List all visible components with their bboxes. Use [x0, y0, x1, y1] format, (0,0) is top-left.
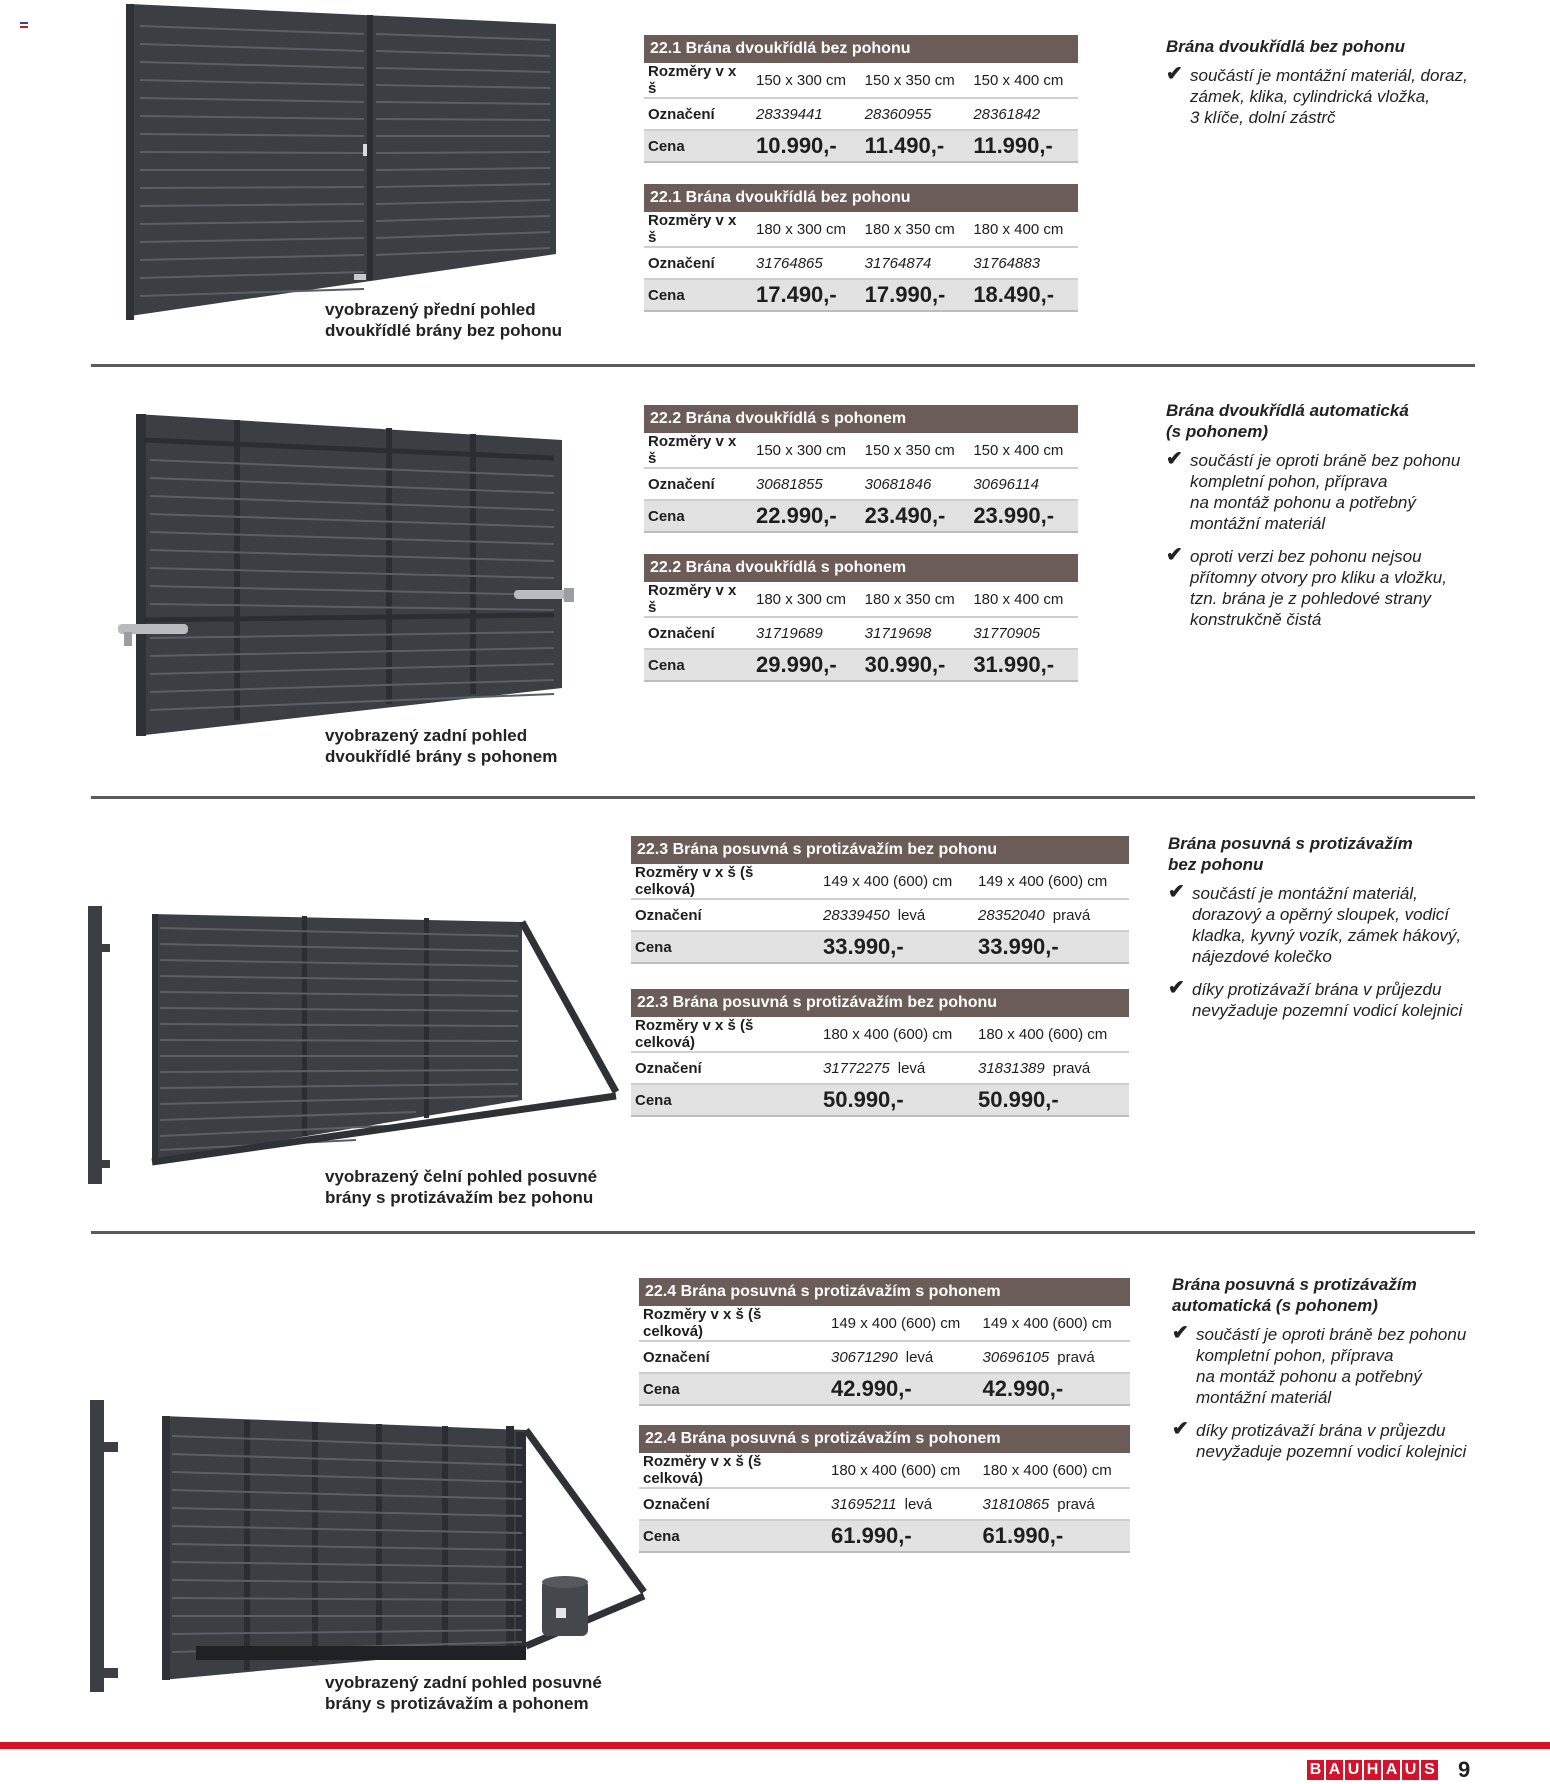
price-table-22-4a [639, 1278, 1130, 1406]
section-divider [91, 1231, 1475, 1234]
dim-cell: 150 x 400 cm [969, 63, 1078, 98]
code-cell: 31719698 [861, 617, 970, 649]
feature-bullet: ✔ oproti verzi bez pohonu nejsou přítomny otvory pro kliku a vložku, tzn. brána je z pohledové strany konstrukčně čistá [1166, 544, 1447, 629]
dim-label: Rozměry v x š (š celková) [639, 1453, 827, 1488]
section2-caption: vyobrazený zadní pohled dvoukřídlé brány s pohonem [325, 726, 558, 766]
code-cell: 28360955 [861, 98, 970, 130]
logo-letter: B [1307, 1760, 1324, 1780]
price-cell: 17.990,- [861, 279, 970, 311]
checkmark-icon: ✔ [1166, 544, 1183, 566]
dim-label: Rozměry v x š [644, 582, 752, 617]
section-divider [91, 796, 1475, 799]
code-cell: 30696114 [969, 468, 1078, 500]
table-title: 22.4 Brána posuvná s protizávažím s pohonem [639, 1278, 1130, 1306]
checkmark-icon: ✔ [1168, 881, 1185, 903]
checkmark-icon: ✔ [1168, 977, 1185, 999]
feature-bullet: ✔ součástí je montážní materiál, dorazový a opěrný sloupek, vodicí kladka, kyvný vozík, zámek hákový, nájezdové kolečko [1168, 881, 1462, 966]
section3-description [1168, 833, 1508, 1033]
code-label: Označení [631, 1052, 819, 1084]
section4-caption: vyobrazený zadní pohled posuvné brány s protizávažím a pohonem [325, 1673, 602, 1713]
dim-cell: 180 x 400 cm [969, 582, 1078, 617]
dim-cell: 180 x 350 cm [861, 212, 970, 247]
table-title: 22.3 Brána posuvná s protizávažím bez pohonu [631, 836, 1129, 864]
code-cell: 31831389 pravá [974, 1052, 1129, 1084]
gate-image-swing-front [126, 4, 561, 320]
code-cell: 28339441 [752, 98, 861, 130]
feature-bullet: ✔ součástí je oproti bráně bez pohonu kompletní pohon, příprava na montáž pohonu a potřebný montážní materiál [1166, 448, 1461, 533]
description-title: Brána posuvná s protizávažím bez pohonu [1168, 834, 1413, 874]
price-cell: 29.990,- [752, 649, 861, 681]
dim-label: Rozměry v x š (š celková) [631, 1017, 819, 1052]
dim-cell: 180 x 300 cm [752, 212, 861, 247]
code-cell: 31764874 [861, 247, 970, 279]
price-cell: 18.490,- [969, 279, 1078, 311]
price-cell: 50.990,- [974, 1084, 1129, 1116]
code-cell: 31810865 pravá [979, 1488, 1131, 1520]
description-title: Brána posuvná s protizávažím automatická (s pohonem) [1172, 1275, 1417, 1315]
code-cell: 28339450 levá [819, 899, 974, 931]
logo-letter: A [1326, 1760, 1343, 1780]
price-table-22-1a [644, 35, 1078, 163]
checkmark-icon: ✔ [1166, 63, 1183, 85]
dim-cell: 180 x 350 cm [861, 582, 970, 617]
dim-cell: 150 x 300 cm [752, 433, 861, 468]
description-title: Brána dvoukřídlá automatická (s pohonem) [1166, 401, 1409, 441]
code-cell: 31772275 levá [819, 1052, 974, 1084]
dim-cell: 180 x 400 (600) cm [819, 1017, 974, 1052]
gate-image-swing-back [114, 410, 584, 740]
price-cell: 42.990,- [827, 1373, 979, 1405]
code-label: Označení [644, 247, 752, 279]
dim-cell: 149 x 400 (600) cm [819, 864, 974, 899]
price-cell: 50.990,- [819, 1084, 974, 1116]
dim-cell: 180 x 400 (600) cm [974, 1017, 1129, 1052]
price-table-22-2b [644, 554, 1078, 682]
price-cell: 61.990,- [827, 1520, 979, 1552]
code-label: Označení [639, 1341, 827, 1373]
price-cell: 11.490,- [861, 130, 970, 162]
price-cell: 31.990,- [969, 649, 1078, 681]
price-cell: 42.990,- [979, 1373, 1131, 1405]
code-label: Označení [639, 1488, 827, 1520]
dim-cell: 150 x 350 cm [861, 433, 970, 468]
checkmark-icon: ✔ [1172, 1418, 1189, 1440]
price-label: Cena [631, 931, 819, 963]
price-table-22-3a [631, 836, 1129, 964]
table-title: 22.3 Brána posuvná s protizávažím bez pohonu [631, 989, 1129, 1017]
logo-letter: U [1345, 1760, 1362, 1780]
price-label: Cena [644, 649, 752, 681]
logo-letter: H [1364, 1760, 1381, 1780]
table-title: 22.2 Brána dvoukřídlá s pohonem [644, 405, 1078, 433]
dim-cell: 180 x 400 (600) cm [979, 1453, 1131, 1488]
code-cell: 30681846 [861, 468, 970, 500]
dim-label: Rozměry v x š [644, 433, 752, 468]
price-label: Cena [631, 1084, 819, 1116]
price-cell: 30.990,- [861, 649, 970, 681]
price-table-22-2a [644, 405, 1078, 533]
dim-cell: 150 x 300 cm [752, 63, 861, 98]
footer-red-bar [0, 1742, 1550, 1749]
feature-bullet: ✔ součástí je oproti bráně bez pohonu kompletní pohon, příprava na montáž pohonu a potřebný montážní materiál [1172, 1322, 1467, 1407]
table-title: 22.1 Brána dvoukřídlá bez pohonu [644, 35, 1078, 63]
price-cell: 61.990,- [979, 1520, 1131, 1552]
price-cell: 23.990,- [969, 500, 1078, 532]
price-table-22-1b [644, 184, 1078, 312]
gate-image-sliding-back [86, 1396, 656, 1696]
code-cell: 31764883 [969, 247, 1078, 279]
price-cell: 11.990,- [969, 130, 1078, 162]
logo-letter: A [1383, 1760, 1400, 1780]
section1-caption: vyobrazený přední pohled dvoukřídlé brány bez pohonu [325, 300, 563, 340]
price-cell: 33.990,- [974, 931, 1129, 963]
description-title: Brána dvoukřídlá bez pohonu [1166, 37, 1405, 56]
price-table-22-4b [639, 1425, 1130, 1553]
code-cell: 30681855 [752, 468, 861, 500]
dim-label: Rozměry v x š [644, 212, 752, 247]
code-cell: 31695211 levá [827, 1488, 979, 1520]
feature-bullet: ✔ díky protizávaží brána v průjezdu nevyžaduje pozemní vodicí kolejnici [1168, 977, 1463, 1020]
code-cell: 31719689 [752, 617, 861, 649]
code-cell: 30696105 pravá [979, 1341, 1131, 1373]
section3-caption: vyobrazený čelní pohled posuvné brány s protizávažím bez pohonu [325, 1167, 598, 1207]
price-label: Cena [644, 130, 752, 162]
price-label: Cena [644, 500, 752, 532]
dim-cell: 149 x 400 (600) cm [827, 1306, 979, 1341]
price-table-22-3b [631, 989, 1129, 1117]
table-title: 22.4 Brána posuvná s protizávažím s pohonem [639, 1425, 1130, 1453]
dim-cell: 150 x 350 cm [861, 63, 970, 98]
checkmark-icon: ✔ [1166, 448, 1183, 470]
logo-letter: U [1402, 1760, 1419, 1780]
dim-label: Rozměry v x š [644, 63, 752, 98]
table-title: 22.2 Brána dvoukřídlá s pohonem [644, 554, 1078, 582]
price-label: Cena [639, 1373, 827, 1405]
dim-cell: 149 x 400 (600) cm [979, 1306, 1131, 1341]
checkmark-icon: ✔ [1172, 1322, 1189, 1344]
dim-cell: 180 x 400 (600) cm [827, 1453, 979, 1488]
dim-cell: 180 x 300 cm [752, 582, 861, 617]
table-title: 22.1 Brána dvoukřídlá bez pohonu [644, 184, 1078, 212]
price-cell: 22.990,- [752, 500, 861, 532]
language-flag-icon [20, 22, 28, 28]
code-label: Označení [644, 98, 752, 130]
price-cell: 17.490,- [752, 279, 861, 311]
dim-cell: 150 x 400 cm [969, 433, 1078, 468]
dim-cell: 180 x 400 cm [969, 212, 1078, 247]
code-cell: 28352040 pravá [974, 899, 1129, 931]
section4-description [1172, 1274, 1512, 1474]
dim-cell: 149 x 400 (600) cm [974, 864, 1129, 899]
section2-description [1166, 400, 1506, 642]
dim-label: Rozměry v x š (š celková) [639, 1306, 827, 1341]
code-cell: 30671290 levá [827, 1341, 979, 1373]
page-number: 9 [1458, 1757, 1471, 1782]
code-label: Označení [631, 899, 819, 931]
code-cell: 31770905 [969, 617, 1078, 649]
price-cell: 33.990,- [819, 931, 974, 963]
dim-label: Rozměry v x š (š celková) [631, 864, 819, 899]
gate-image-sliding-front [86, 900, 626, 1190]
price-label: Cena [644, 279, 752, 311]
section1-description [1166, 36, 1506, 140]
feature-bullet: ✔ součástí je montážní materiál, doraz, zámek, klika, cylindrická vložka, 3 klíče, dolní zástrč [1166, 63, 1468, 127]
bauhaus-logo [1307, 1760, 1438, 1780]
price-cell: 10.990,- [752, 130, 861, 162]
section-divider [91, 364, 1475, 367]
code-label: Označení [644, 617, 752, 649]
code-cell: 28361842 [969, 98, 1078, 130]
code-cell: 31764865 [752, 247, 861, 279]
feature-bullet: ✔ díky protizávaží brána v průjezdu nevyžaduje pozemní vodicí kolejnici [1172, 1418, 1467, 1461]
code-label: Označení [644, 468, 752, 500]
price-cell: 23.490,- [861, 500, 970, 532]
price-label: Cena [639, 1520, 827, 1552]
logo-letter: S [1421, 1760, 1438, 1780]
